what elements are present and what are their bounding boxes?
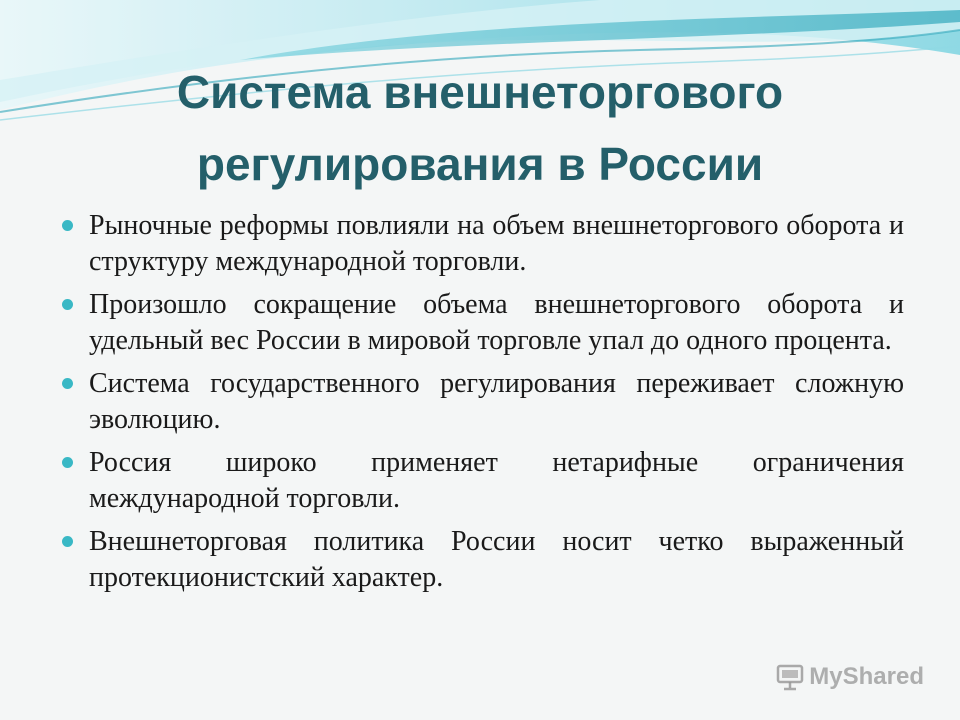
bullet-text: Система государственного регулирования переживает сложную эволюцию. bbox=[89, 368, 904, 435]
bullet-text: Произошло сокращение объема внешнеторгового оборота и удельный вес России в мировой торговле упал до одного процента. bbox=[89, 289, 904, 356]
bullet-item bbox=[62, 208, 904, 280]
bullet-item bbox=[62, 287, 904, 359]
bullet-marker-icon bbox=[62, 536, 73, 547]
bullet-text: Внешнеторговая политика России носит четко выраженный протекционистский характер. bbox=[89, 526, 904, 593]
bullet-text: Рыночные реформы повлияли на объем внешнеторгового оборота и структуру международной торговли. bbox=[89, 210, 904, 277]
watermark bbox=[775, 662, 924, 692]
bullet-marker-icon bbox=[62, 378, 73, 389]
title-line-2: регулирования в России bbox=[196, 138, 764, 190]
bullet-list bbox=[62, 208, 904, 603]
bullet-marker-icon bbox=[62, 220, 73, 231]
watermark-text: MyShared bbox=[809, 663, 924, 690]
bullet-marker-icon bbox=[62, 457, 73, 468]
slide-title bbox=[0, 56, 960, 200]
bullet-marker-icon bbox=[62, 299, 73, 310]
bullet-text: Россия широко применяет нетарифные ограничения международной торговли. bbox=[89, 447, 904, 514]
bullet-item bbox=[62, 445, 904, 517]
bullet-item bbox=[62, 524, 904, 596]
title-line-1: Система внешнеторгового bbox=[176, 66, 784, 118]
bullet-item bbox=[62, 366, 904, 438]
presentation-board-icon bbox=[775, 662, 805, 692]
